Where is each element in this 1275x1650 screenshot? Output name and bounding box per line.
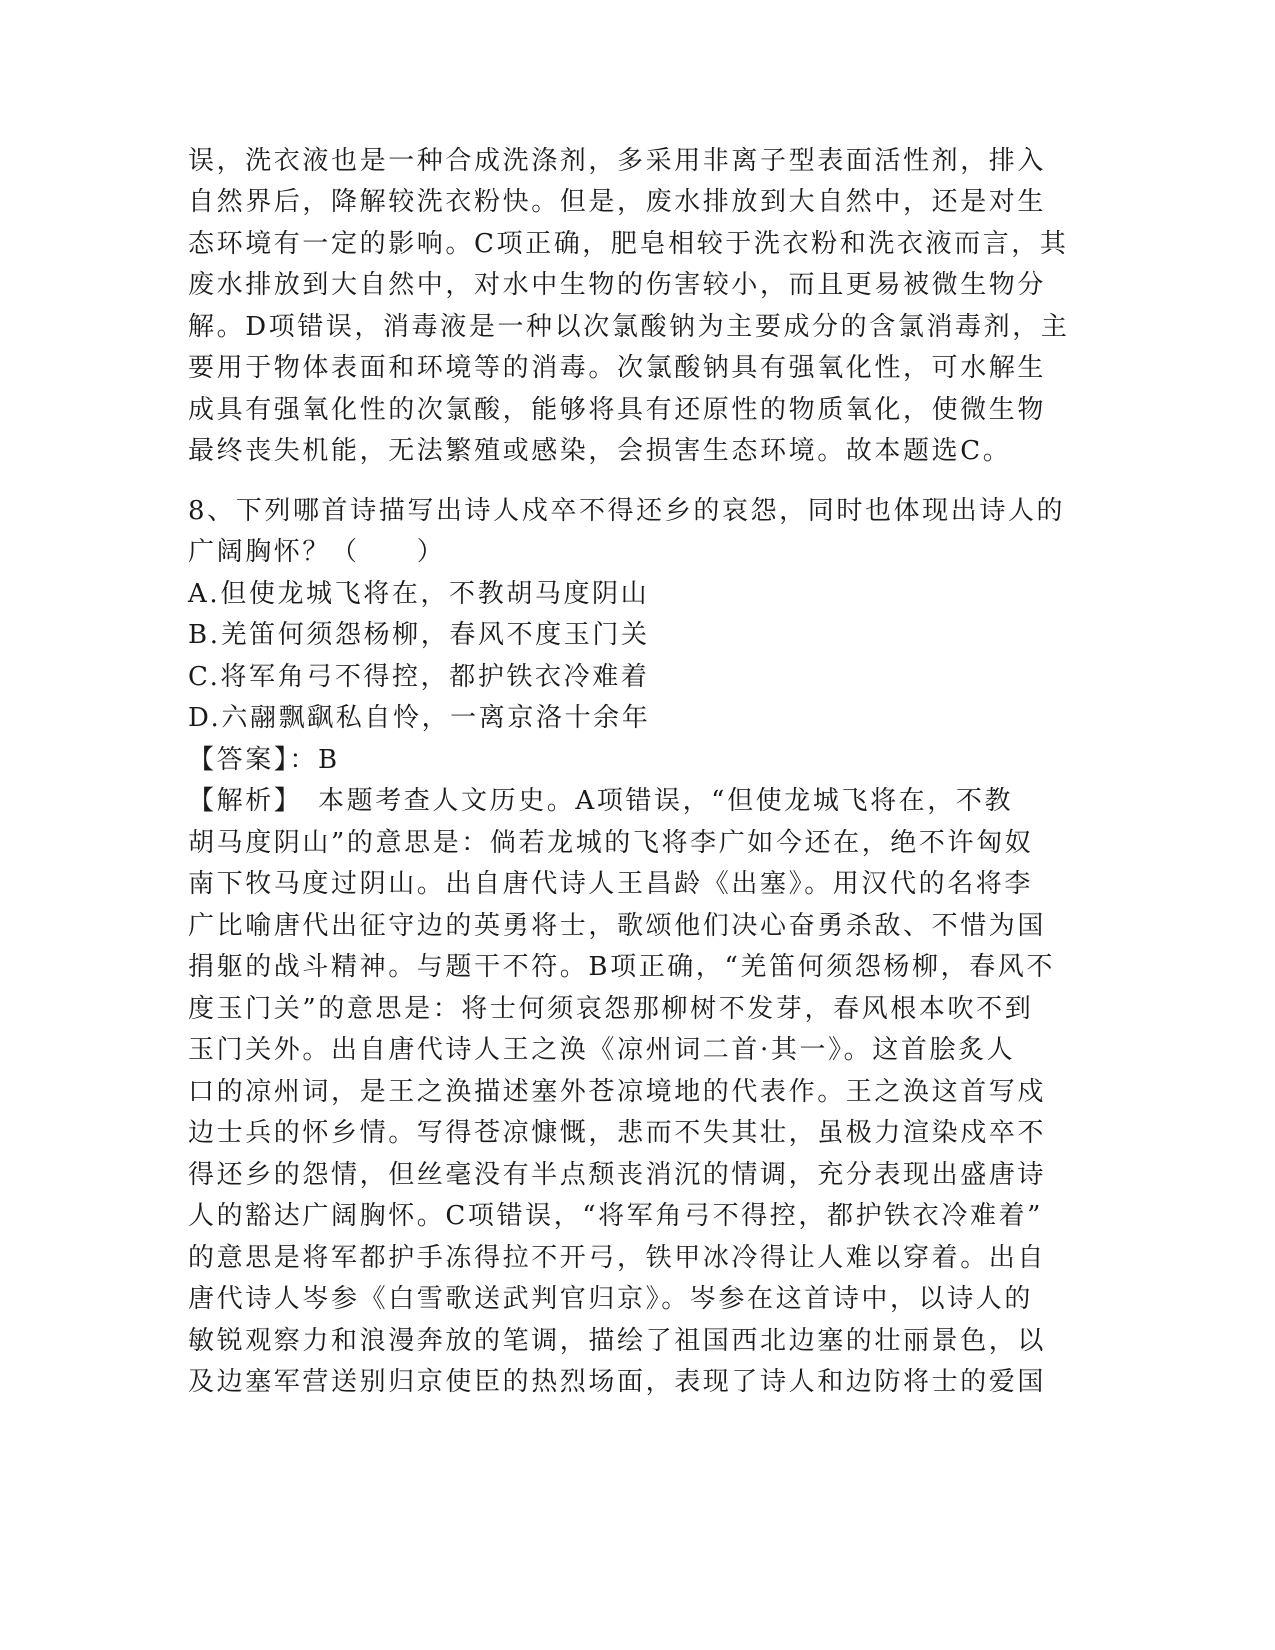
question-stem: 广阔胸怀？（ ） bbox=[188, 537, 446, 567]
prev-explanation-line: 态环境有一定的影响。C项正确，肥皂相较于洗衣粉和洗衣液而言，其 bbox=[188, 229, 1069, 259]
explanation-line: 南下牧马度过阴山。出自唐代诗人王昌龄《出塞》。用汉代的名将李 bbox=[188, 869, 1034, 899]
explanation-line: 得还乡的怨情，但丝毫没有半点颓丧消沉的情调，充分表现出盛唐诗 bbox=[188, 1160, 1047, 1190]
explanation-line: 的意思是将军都护手冻得拉不开弓，铁甲冰冷得让人难以穿着。出自 bbox=[188, 1243, 1047, 1273]
option-a: A.但使龙城飞将在，不教胡马度阴山 bbox=[188, 579, 650, 609]
explanation-line: 玉门关外。出自唐代诗人王之涣《凉州词二首·其一》。这首脍炙人 bbox=[188, 1035, 1016, 1065]
explanation-line: 胡马度阴山”的意思是：倘若龙城的飞将李广如今还在，绝不许匈奴 bbox=[188, 828, 1034, 858]
prev-explanation-line: 解。D项错误，消毒液是一种以次氯酸钠为主要成分的含氯消毒剂，主 bbox=[188, 312, 1070, 342]
explanation-line: 口的凉州词，是王之涣描述塞外苍凉境地的代表作。王之涣这首写戍 bbox=[188, 1077, 1047, 1107]
option-b: B.羌笛何须怨杨柳，春风不度玉门关 bbox=[188, 620, 650, 650]
explanation-line: 及边塞军营送别归京使臣的热烈场面，表现了诗人和边防将士的爱国 bbox=[188, 1367, 1047, 1397]
prev-explanation-line: 废水排放到大自然中，对水中生物的伤害较小，而且更易被微生物分 bbox=[188, 270, 1047, 300]
explanation-line: 度玉门关”的意思是：将士何须哀怨那柳树不发芽，春风根本吹不到 bbox=[188, 994, 1034, 1024]
option-d: D.六翮飘飖私自怜，一离京洛十余年 bbox=[188, 703, 651, 733]
explanation-line: 捐躯的战斗精神。与题干不符。B项正确，“羌笛何须怨杨柳，春风不 bbox=[188, 952, 1055, 982]
option-c: C.将军角弓不得控，都护铁衣冷难着 bbox=[188, 662, 650, 692]
prev-explanation-line: 要用于物体表面和环境等的消毒。次氯酸钠具有强氧化性，可水解生 bbox=[188, 353, 1047, 383]
explanation-line: 广比喻唐代出征守边的英勇将士，歌颂他们决心奋勇杀敌、不惜为国 bbox=[188, 911, 1047, 941]
answer: 【答案】：B bbox=[188, 745, 340, 775]
prev-explanation-line: 成具有强氧化性的次氯酸，能够将具有还原性的物质氧化，使微生物 bbox=[188, 395, 1047, 425]
question-stem: 8、下列哪首诗描写出诗人戍卒不得还乡的哀怨，同时也体现出诗人的 bbox=[188, 496, 1066, 526]
explanation-line: 【解析】 本题考查人文历史。A项错误，“但使龙城飞将在，不教 bbox=[188, 786, 1014, 816]
prev-explanation-line: 误，洗衣液也是一种合成洗涤剂，多采用非离子型表面活性剂，排入 bbox=[188, 146, 1047, 176]
explanation-line: 唐代诗人岑参《白雪歌送武判官归京》。岑参在这首诗中，以诗人的 bbox=[188, 1284, 1034, 1314]
explanation-line: 敏锐观察力和浪漫奔放的笔调，描绘了祖国西北边塞的壮丽景色，以 bbox=[188, 1326, 1047, 1356]
prev-explanation-line: 自然界后，降解较洗衣粉快。但是，废水排放到大自然中，还是对生 bbox=[188, 187, 1047, 217]
explanation-line: 边士兵的怀乡情。写得苍凉慷慨，悲而不失其壮，虽极力渲染戍卒不 bbox=[188, 1118, 1047, 1148]
explanation-line: 人的豁达广阔胸怀。C项错误，“将军角弓不得控，都护铁衣冷难着” bbox=[188, 1201, 1044, 1231]
prev-explanation-line: 最终丧失机能，无法繁殖或感染，会损害生态环境。故本题选C。 bbox=[188, 436, 1012, 466]
